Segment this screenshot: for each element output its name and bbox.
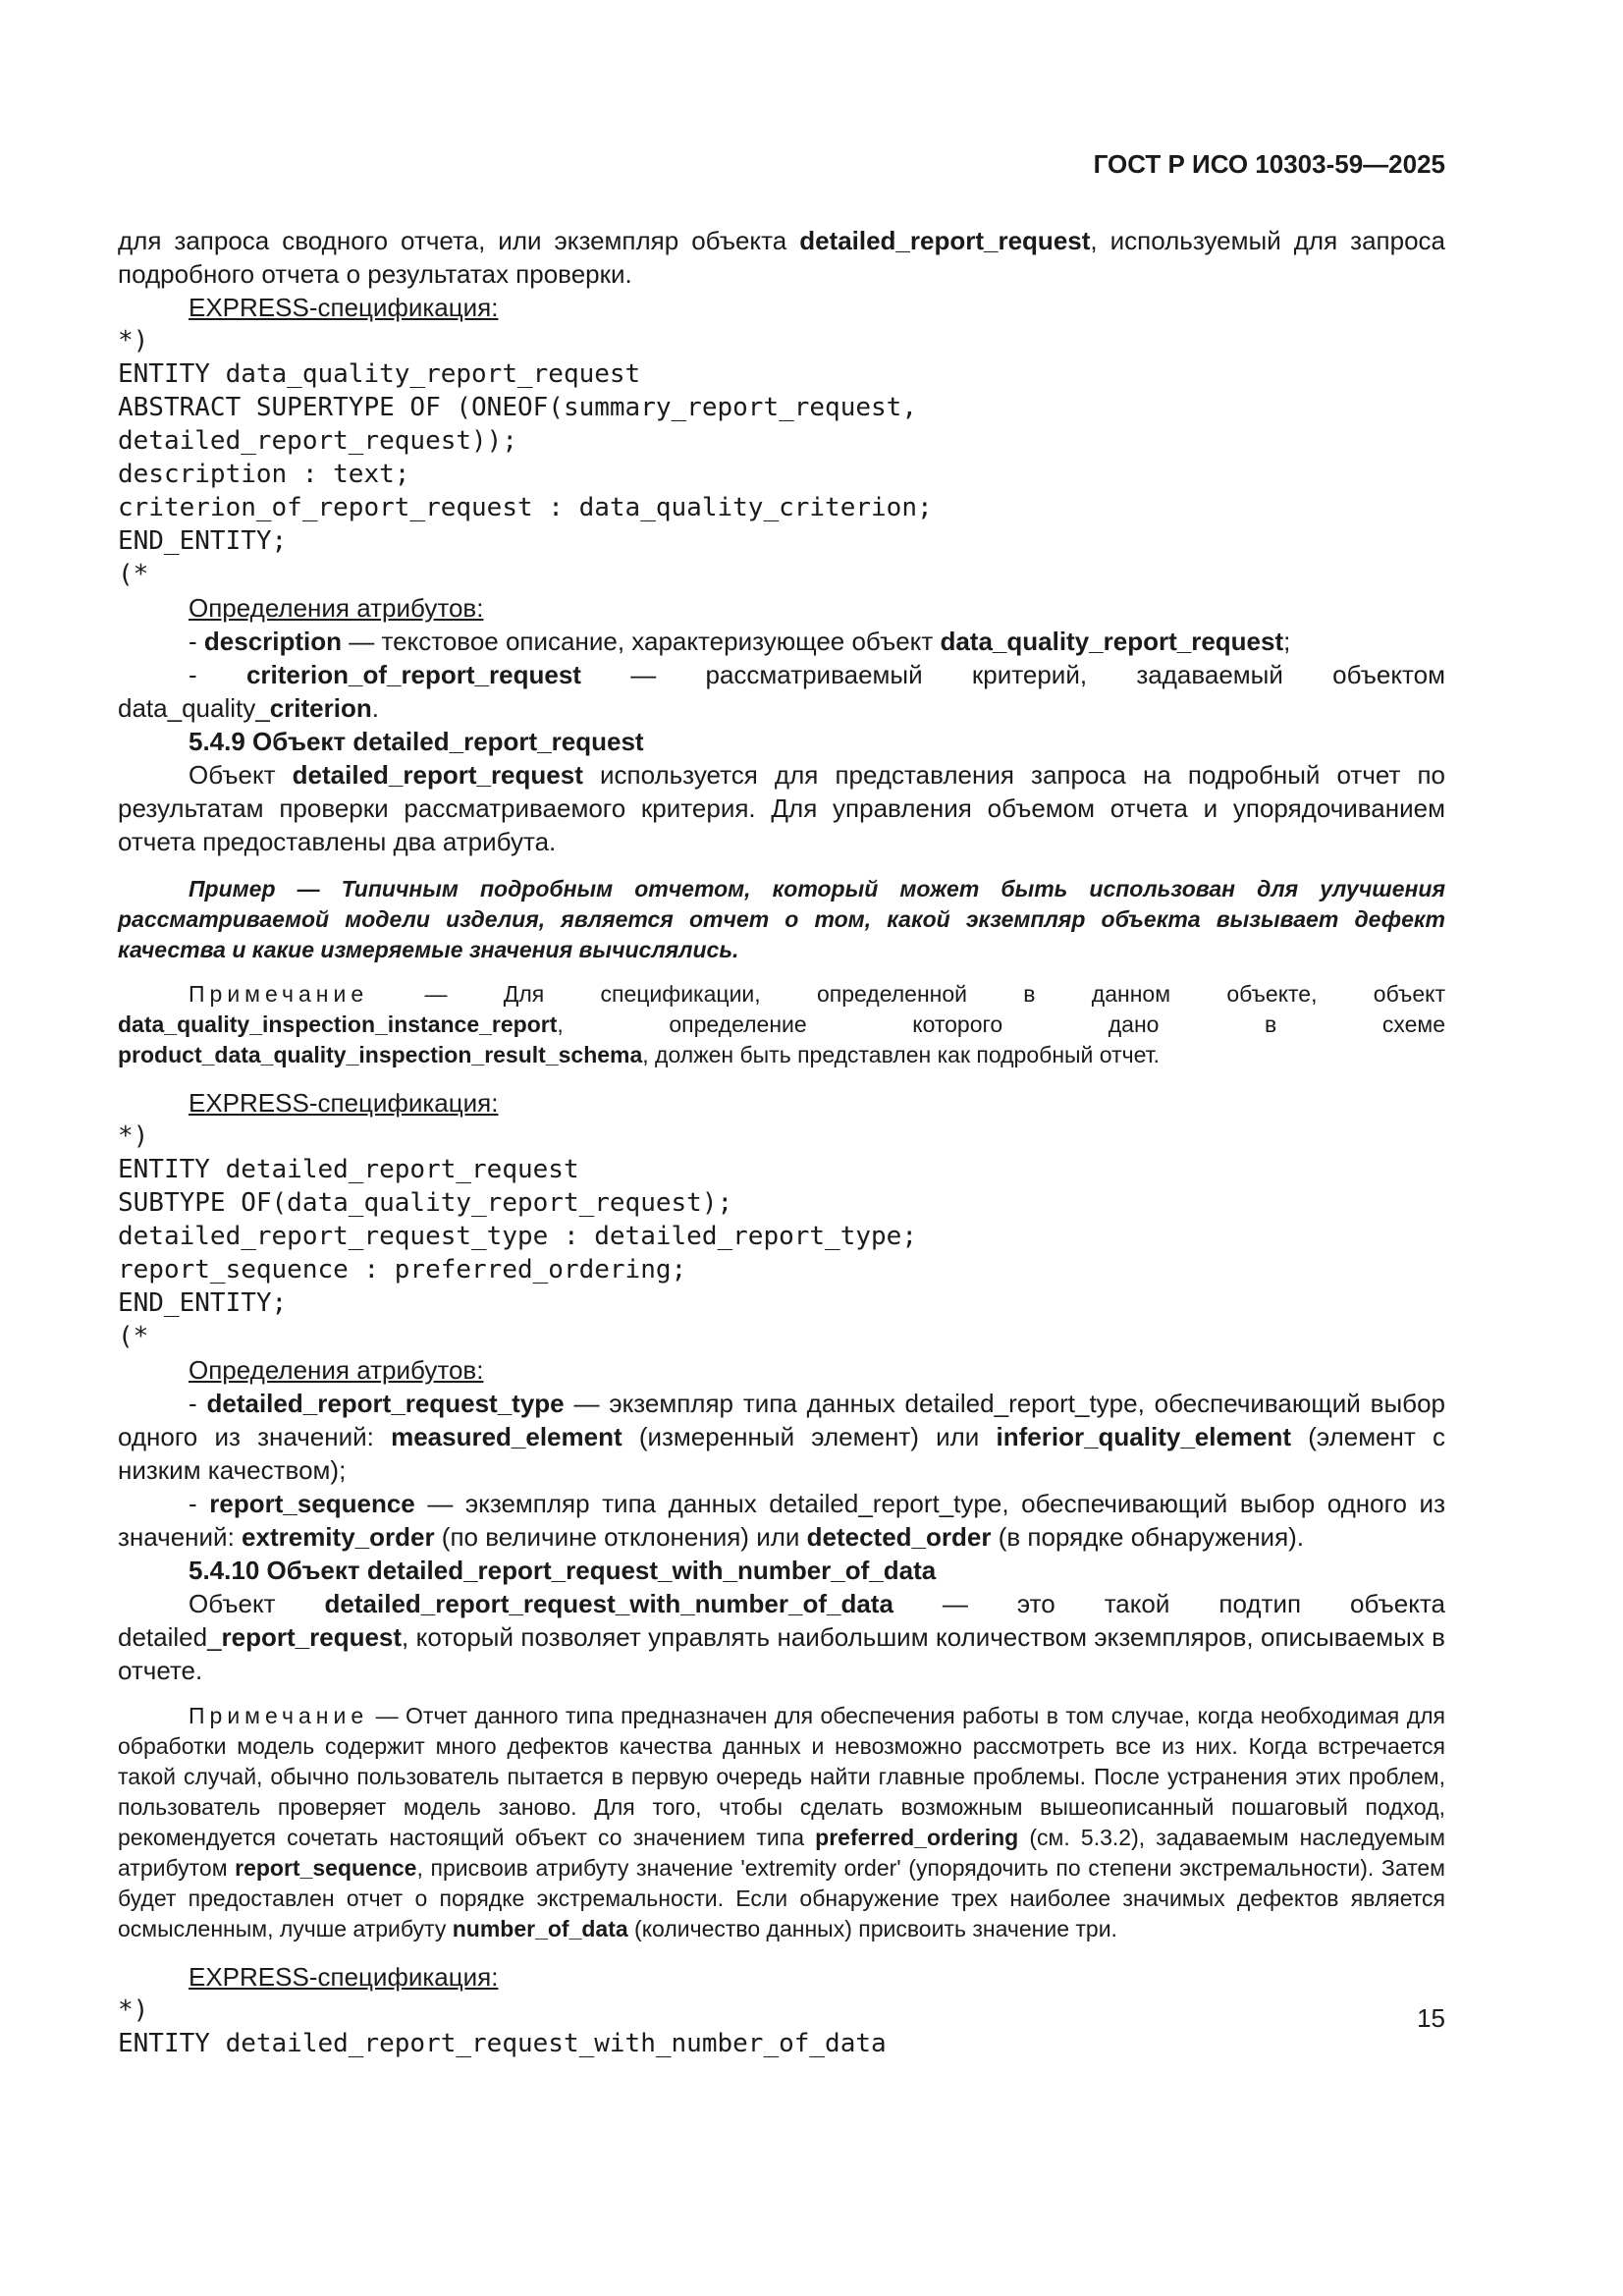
page-number: 15 [1417, 2003, 1445, 2033]
express-code-block-1: *) ENTITY data_quality_report_request ABSTRACT SUPERTYPE OF (ONEOF(summary_report_request, detailed_report_request)); description : text; criterion_of_report_request : data_quality_criterion; END_ENTITY; (* [118, 326, 933, 589]
express-code-block-3: *) ENTITY detailed_report_request_with_number_of_data [118, 1995, 887, 2058]
attribute-definitions-heading-2: Определения атрибутов: [189, 1355, 484, 1385]
intro-paragraph: для запроса сводного отчета, или экземпляр объекта detailed_report_request, используемый для запроса подробного отчета о результатах проверки. [118, 226, 1446, 289]
document-header: ГОСТ Р ИСО 10303-59—2025 [1093, 149, 1445, 179]
express-heading-2: EXPRESS-спецификация: [189, 1088, 499, 1118]
attribute-definition-item: - description — текстовое описание, характеризующее объект data_quality_report_request; [189, 627, 1291, 656]
page-content [118, 224, 1445, 2060]
section-paragraph: Объект detailed_report_request_with_number_of_data — это такой подтип объекта detailed_report_request, который позволяет управлять наибольшим количеством экземпляров, описываемых в отчете. [118, 1589, 1445, 1685]
attribute-definition-item: - report_sequence — экземпляр типа данных detailed_report_type, обеспечивающий выбор одного из значений: extremity_order (по величине отклонения) или detected_order (в порядке обнаружения). [118, 1489, 1445, 1552]
section-heading-5-4-9: 5.4.9 Объект detailed_report_request [189, 727, 644, 756]
express-heading-1: EXPRESS-спецификация: [189, 293, 499, 322]
section-paragraph: Объект detailed_report_request используется для представления запроса на подробный отчет по результатам проверки рассматриваемого критерия. Для управления объемом отчета и упорядочиванием отчета предоставлены два атрибута. [118, 760, 1446, 856]
note-paragraph: Примечание — Для спецификации, определенной в данном объекте, объект data_quality_inspection_instance_report, определение которого дано в схеме product_data_quality_inspection_result_schema, должен быть представлен как подробный отчет. [118, 981, 1445, 1067]
example-paragraph: Пример — Типичным подробным отчетом, который может быть использован для улучшения рассматриваемой модели изделия, является отчет о том, какой экземпляр объекта вызывает дефект качества и какие измеряемые значения вычислялись. [118, 876, 1445, 962]
attribute-definition-item: - criterion_of_report_request — рассматриваемый критерий, задаваемый объектом data_quality_criterion. [118, 660, 1445, 723]
note-paragraph: Примечание — Отчет данного типа предназначен для обеспечения работы в том случае, когда необходимая для обработки модель содержит много дефектов качества данных и невозможно рассмотреть все из них. Когда встречается такой случай, обычно пользователь пытается в первую очередь найти главные проблемы. После устранения этих проблем, пользователь проверяет модель заново. Для того, чтобы сделать возможным вышеописанный пошаговый подход, рекомендуется сочетать настоящий объект со значением типа preferred_ordering (см. 5.3.2), задаваемым наследуемым атрибутом report_sequence, присвоив атрибуту значение 'extremity order' (упорядочить по степени экстремальности). Затем будет предоставлен отчет о порядке экстремальности. Если обнаружение трех наиболее значимых дефектов является осмысленным, лучше атрибуту number_of_data (количество данных) присвоить значение три. [118, 1703, 1445, 1941]
attribute-definition-item: - detailed_report_request_type — экземпляр типа данных detailed_report_type, обеспечивающий выбор одного из значений: measured_element (измеренный элемент) или inferior_quality_element (элемент с низким качеством); [118, 1389, 1446, 1485]
express-code-block-2: *) ENTITY detailed_report_request SUBTYPE OF(data_quality_report_request); detailed_report_request_type : detailed_report_type; report_sequence : preferred_ordering; END_ENTITY; (* [118, 1121, 917, 1351]
section-heading-5-4-10: 5.4.10 Объект detailed_report_request_with_number_of_data [189, 1556, 937, 1585]
express-heading-3: EXPRESS-спецификация: [189, 1962, 499, 1992]
attribute-definitions-heading-1: Определения атрибутов: [189, 593, 484, 623]
